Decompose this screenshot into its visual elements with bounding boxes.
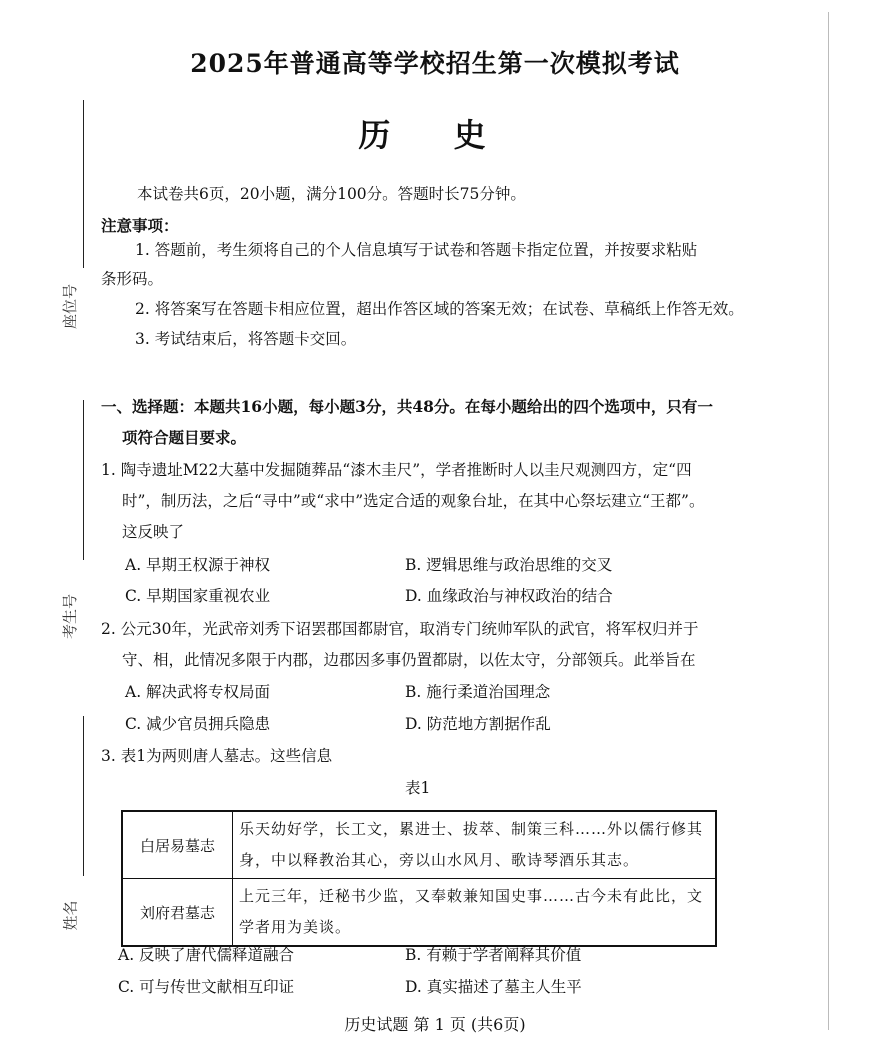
question-1-line-2: 时”，制历法，之后“寻中”或“求中”选定合适的观象台址，在其中心祭坛建立“王都”。 [122, 492, 705, 510]
table-row [122, 879, 716, 947]
section-heading-cont: 项符合题目要求。 [122, 428, 247, 447]
question-2-option-b: B. 施行柔道治国理念 [405, 683, 551, 701]
question-3-line-1: 3. 表1为两则唐人墓志。这些信息 [101, 747, 333, 765]
question-3-option-b: B. 有赖于学者阐释其价值 [405, 946, 582, 964]
table-row-body-line: 学者用为美谈。 [239, 918, 352, 936]
epitaph-table [121, 810, 717, 947]
notice-item-1: 1. 答题前，考生须将自己的个人信息填写于试卷和答题卡指定位置，并按要求粘贴 [135, 241, 698, 259]
table-row-body [233, 879, 717, 947]
question-1-option-a: A. 早期王权源于神权 [125, 556, 271, 574]
binding-line-lower [83, 716, 84, 876]
notice-heading: 注意事项： [101, 216, 179, 235]
exam-title: 2025年普通高等学校招生第一次模拟考试 [190, 49, 680, 78]
question-2-line-1: 2. 公元30年，光武帝刘秀下诏罢郡国都尉官，取消专门统帅军队的武官，将军权归并于 [101, 620, 699, 638]
question-2-line-2: 守、相，此情况多限于内郡，边郡因多事仍置都尉，以佐太守，分部领兵。此举旨在 [122, 651, 696, 669]
exam-intro: 本试卷共6页，20小题，满分100分。答题时长75分钟。 [137, 185, 526, 203]
question-1-option-b: B. 逻辑思维与政治思维的交叉 [405, 556, 613, 574]
table-row-head: 刘府君墓志 [122, 879, 233, 947]
binding-line-upper [83, 400, 84, 560]
table-row-head: 白居易墓志 [122, 811, 233, 879]
name-label: 姓名 [61, 900, 80, 931]
subject-title: 历 史 [358, 116, 512, 154]
binding-line-top [83, 100, 84, 268]
section-heading: 一、选择题：本题共16小题，每小题3分，共48分。在每小题给出的四个选项中，只有一 [101, 397, 713, 416]
table-row-body-line: 乐天幼好学，长工文，累进士、拔萃、制策三科……外以儒行修其 [239, 820, 704, 838]
question-2-option-a: A. 解决武将专权局面 [125, 683, 271, 701]
notice-item-3: 3. 考试结束后，将答题卡交回。 [135, 330, 357, 348]
table-row-body [233, 811, 717, 879]
question-3-option-d: D. 真实描述了墓主人生平 [405, 978, 582, 996]
notice-item-1-cont: 条形码。 [101, 270, 164, 288]
table-row [122, 811, 716, 879]
question-1-option-d: D. 血缘政治与神权政治的结合 [405, 587, 613, 605]
candidate-number-label: 考生号 [61, 593, 80, 640]
notice-item-2: 2. 将答案写在答题卡相应位置，超出作答区域的答案无效；在试卷、草稿纸上作答无效。 [135, 300, 744, 318]
table-title: 表1 [405, 779, 431, 797]
table-row-body-line: 身，中以释教治其心，旁以山水风月、歌诗琴酒乐其志。 [239, 851, 640, 869]
question-2-option-c: C. 减少官员拥兵隐患 [125, 715, 271, 733]
question-1-option-c: C. 早期国家重视农业 [125, 587, 271, 605]
question-1-line-3: 这反映了 [122, 523, 185, 541]
page-footer: 历史试题 第 1 页 (共6页) [344, 1015, 526, 1034]
table-row-body-line: 上元三年，迁秘书少监，又奉敕兼知国史事……古今未有此比，文 [239, 887, 704, 905]
question-3-option-c: C. 可与传世文献相互印证 [118, 978, 295, 996]
question-1-line-1: 1. 陶寺遗址M22大墓中发掘随葬品“漆木圭尺”，学者推断时人以圭尺观测四方，定“四 [101, 461, 692, 479]
seat-number-label: 座位号 [61, 283, 80, 330]
page-edge-line [828, 12, 829, 1030]
question-2-option-d: D. 防范地方割据作乱 [405, 715, 551, 733]
question-3-option-a: A. 反映了唐代儒释道融合 [118, 946, 295, 964]
